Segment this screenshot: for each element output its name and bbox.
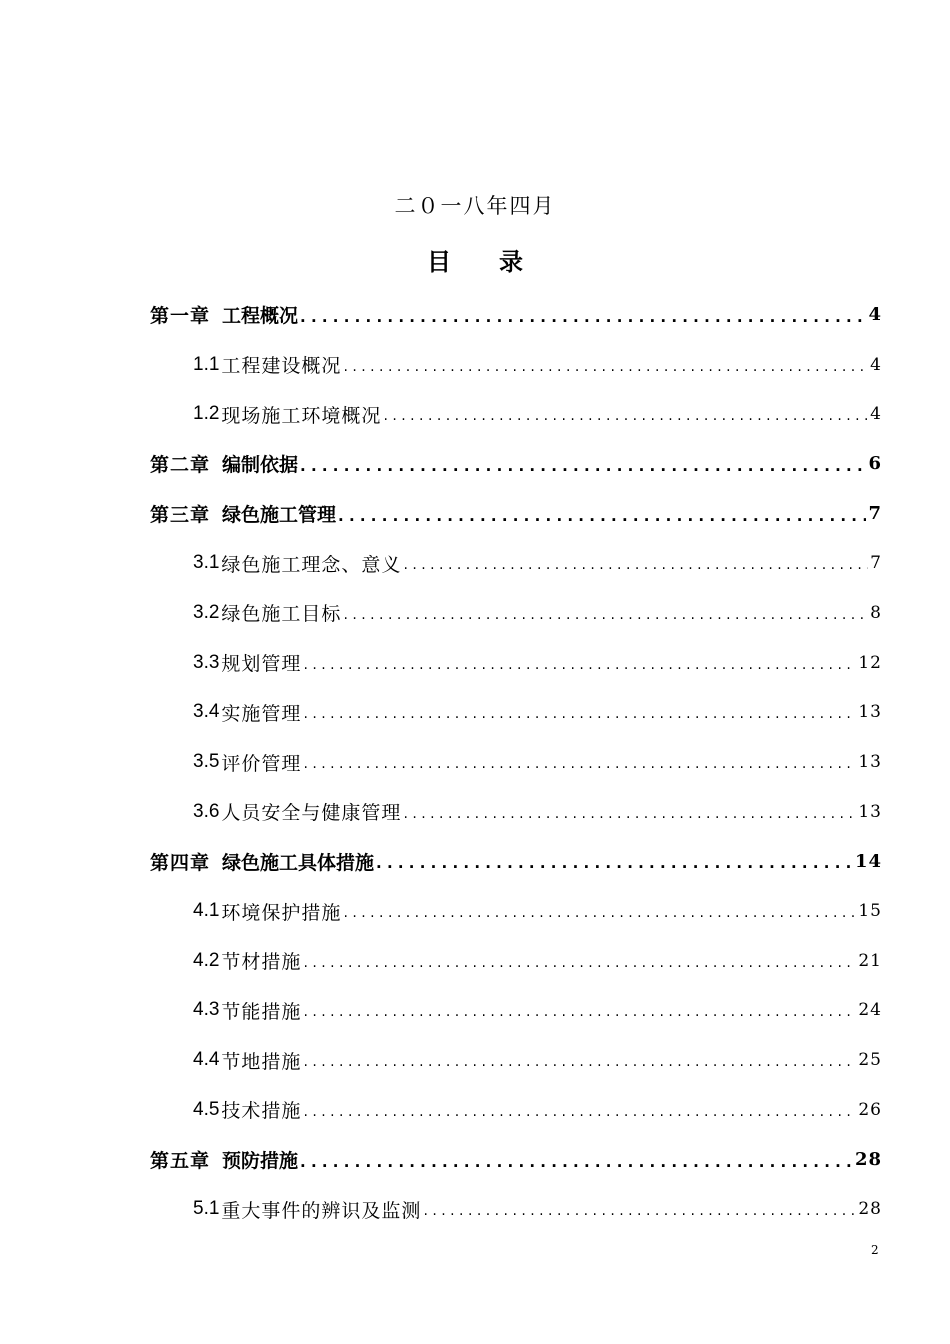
toc-entry-number: 4.2 — [193, 949, 220, 971]
toc-section-entry[interactable] — [150, 638, 882, 688]
toc-leader-dots — [303, 1049, 856, 1071]
toc-leader-dots — [343, 602, 868, 624]
toc-entry-number: 3.3 — [193, 651, 220, 673]
toc-entry-page: 12 — [858, 652, 882, 673]
toc-entry-page: 14 — [854, 850, 882, 872]
toc-entry-page: 15 — [858, 901, 882, 922]
footer-page-number: 2 — [871, 1243, 879, 1257]
toc-heading-char-1: 目 — [427, 248, 451, 276]
toc-leader-dots — [303, 751, 856, 773]
toc-leader-dots — [300, 453, 866, 475]
toc-entry-title: 绿色施工目标 — [221, 603, 342, 626]
table-of-contents — [150, 290, 882, 1234]
toc-leader-dots — [423, 1198, 856, 1220]
toc-leader-dots — [303, 1099, 856, 1121]
toc-leader-dots — [383, 403, 868, 425]
toc-section-entry[interactable] — [150, 389, 882, 439]
toc-leader-dots — [403, 801, 856, 823]
toc-entry-page: 4 — [870, 354, 882, 375]
toc-section-entry[interactable] — [150, 986, 882, 1036]
toc-entry-number: 4.4 — [193, 1049, 220, 1071]
toc-leader-dots — [303, 652, 856, 674]
toc-entry-page: 26 — [858, 1099, 882, 1120]
toc-section-entry[interactable] — [150, 1085, 882, 1135]
toc-entry-number: 第四章 — [150, 851, 211, 874]
toc-section-entry[interactable] — [150, 340, 882, 390]
toc-entry-number: 4.3 — [193, 999, 220, 1021]
toc-section-entry[interactable] — [150, 588, 882, 638]
toc-section-entry[interactable] — [150, 688, 882, 738]
toc-entry-title: 绿色施工具体措施 — [222, 851, 375, 874]
toc-entry-title: 实施管理 — [221, 702, 302, 725]
toc-entry-title: 节地措施 — [221, 1050, 302, 1073]
toc-entry-number: 5.1 — [193, 1198, 220, 1220]
toc-entry-number: 1.2 — [193, 403, 220, 425]
toc-entry-number: 3.6 — [193, 800, 220, 822]
toc-entry-page: 8 — [870, 602, 882, 623]
toc-leader-dots — [338, 503, 866, 525]
toc-entry-page: 21 — [858, 950, 882, 971]
toc-section-entry[interactable] — [150, 1184, 882, 1234]
toc-leader-dots — [303, 950, 856, 972]
toc-entry-number: 第二章 — [150, 454, 211, 477]
toc-chapter-entry[interactable] — [150, 489, 882, 539]
toc-entry-title: 绿色施工理念、意义 — [221, 553, 402, 576]
toc-entry-page: 6 — [868, 453, 882, 475]
toc-section-entry[interactable] — [150, 886, 882, 936]
toc-entry-number: 第三章 — [150, 504, 211, 527]
toc-entry-title: 工程概况 — [222, 305, 299, 328]
toc-chapter-entry[interactable] — [150, 837, 882, 887]
toc-leader-dots — [303, 999, 856, 1021]
toc-chapter-entry[interactable] — [150, 290, 882, 340]
toc-entry-number: 第一章 — [150, 305, 211, 328]
toc-chapter-entry[interactable] — [150, 439, 882, 489]
toc-entry-title: 现场施工环境概况 — [221, 404, 382, 427]
toc-entry-number: 4.1 — [193, 900, 220, 922]
toc-entry-title: 人员安全与健康管理 — [221, 802, 402, 825]
toc-entry-title: 节材措施 — [221, 951, 302, 974]
toc-entry-page: 4 — [870, 404, 882, 425]
toc-heading — [0, 242, 950, 277]
toc-entry-number: 3.2 — [193, 601, 220, 623]
toc-leader-dots — [300, 304, 866, 326]
toc-entry-page: 13 — [858, 801, 882, 822]
toc-leader-dots — [303, 701, 856, 723]
toc-entry-page: 25 — [858, 1050, 882, 1071]
toc-leader-dots — [343, 900, 856, 922]
toc-entry-number: 3.4 — [193, 701, 220, 723]
toc-entry-number: 3.1 — [193, 552, 220, 574]
document-date: 二０一八年四月 — [394, 194, 556, 218]
toc-entry-page: 13 — [858, 702, 882, 723]
toc-entry-page: 13 — [858, 752, 882, 773]
toc-entry-title: 规划管理 — [221, 653, 302, 676]
toc-entry-title: 编制依据 — [222, 454, 299, 477]
toc-entry-page: 28 — [858, 1199, 882, 1220]
toc-entry-number: 第五章 — [150, 1150, 211, 1173]
toc-entry-number: 1.1 — [193, 353, 220, 375]
toc-entry-title: 绿色施工管理 — [222, 504, 337, 527]
toc-entry-title: 节能措施 — [221, 1000, 302, 1023]
toc-entry-page: 28 — [854, 1149, 882, 1171]
toc-entry-number: 3.5 — [193, 751, 220, 773]
toc-entry-title: 环境保护措施 — [221, 901, 342, 924]
toc-section-entry[interactable] — [150, 1035, 882, 1085]
toc-entry-page: 7 — [868, 503, 882, 525]
toc-leader-dots — [403, 552, 868, 574]
toc-chapter-entry[interactable] — [150, 1135, 882, 1185]
toc-section-entry[interactable] — [150, 737, 882, 787]
toc-entry-title: 工程建设概况 — [221, 355, 342, 378]
toc-leader-dots — [300, 1149, 853, 1171]
toc-entry-number: 4.5 — [193, 1098, 220, 1120]
toc-leader-dots — [376, 850, 853, 872]
toc-section-entry[interactable] — [150, 936, 882, 986]
toc-section-entry[interactable] — [150, 787, 882, 837]
toc-section-entry[interactable] — [150, 538, 882, 588]
toc-entry-title: 预防措施 — [222, 1150, 299, 1173]
toc-entry-title: 技术措施 — [221, 1100, 302, 1123]
toc-entry-title: 评价管理 — [221, 752, 302, 775]
toc-heading-char-2: 录 — [499, 248, 523, 276]
toc-leader-dots — [343, 354, 868, 376]
toc-entry-page: 24 — [858, 1000, 882, 1021]
toc-entry-title: 重大事件的辨识及监测 — [221, 1199, 422, 1222]
toc-entry-page: 4 — [868, 304, 882, 326]
toc-entry-page: 7 — [870, 553, 882, 574]
